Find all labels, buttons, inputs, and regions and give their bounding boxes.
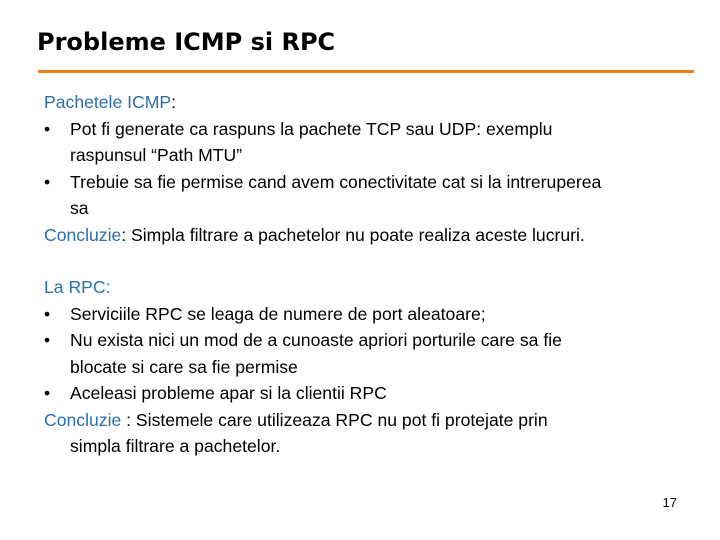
title-underline	[38, 70, 694, 73]
rpc-conclusion	[44, 407, 700, 434]
bullet-marker: •	[44, 171, 51, 192]
rpc-bullet-3	[44, 380, 700, 407]
bullet-line: Nu exista nici un mod de a cunoaste apriori porturile care sa fie	[70, 330, 562, 350]
rpc-conclusion-keyword: Concluzie	[44, 409, 122, 430]
icmp-bullet-1	[44, 116, 700, 169]
rpc-bullet-1	[44, 301, 700, 328]
bullet-line: blocate si care sa fie permise	[70, 356, 298, 377]
icmp-heading-suffix: :	[171, 92, 177, 112]
icmp-conclusion-keyword: Concluzie	[44, 224, 122, 245]
icmp-bullet-2	[44, 169, 700, 222]
section-spacer	[44, 248, 700, 274]
bullet-marker: •	[44, 303, 51, 324]
bullet-line: Pot fi generate ca raspuns la pachete TCP sau UDP: exemplu	[70, 118, 553, 139]
page-number: 17	[662, 495, 677, 510]
slide-body	[44, 89, 700, 460]
rpc-bullet-2	[44, 327, 700, 380]
bullet-marker: •	[44, 118, 51, 139]
icmp-conclusion	[44, 222, 700, 249]
bullet-line: Trebuie sa fie permise cand avem conectivitate cat si la intreruperea	[70, 171, 602, 192]
bullet-marker: •	[44, 330, 51, 350]
rpc-heading: La RPC:	[44, 277, 111, 297]
icmp-conclusion-text: : Simpla filtrare a pachetelor nu poate realiza aceste lucruri.	[121, 224, 585, 245]
bullet-marker: •	[44, 383, 51, 403]
rpc-conclusion-continuation: simpla filtrare a pachetelor.	[70, 436, 281, 456]
rpc-conclusion-text: : Sistemele care utilizeaza RPC nu pot fi protejate prin	[121, 409, 548, 430]
icmp-heading-keyword: Pachetele ICMP	[44, 92, 172, 112]
slide-title: Probleme ICMP si RPC	[37, 28, 336, 56]
icmp-heading	[44, 89, 700, 116]
bullet-line: Aceleasi probleme apar si la clientii RPC	[70, 383, 387, 403]
bullet-line: raspunsul “Path MTU”	[70, 145, 243, 165]
bullet-line: Serviciile RPC se leaga de numere de port aleatoare;	[70, 303, 486, 324]
bullet-line: sa	[70, 198, 89, 218]
